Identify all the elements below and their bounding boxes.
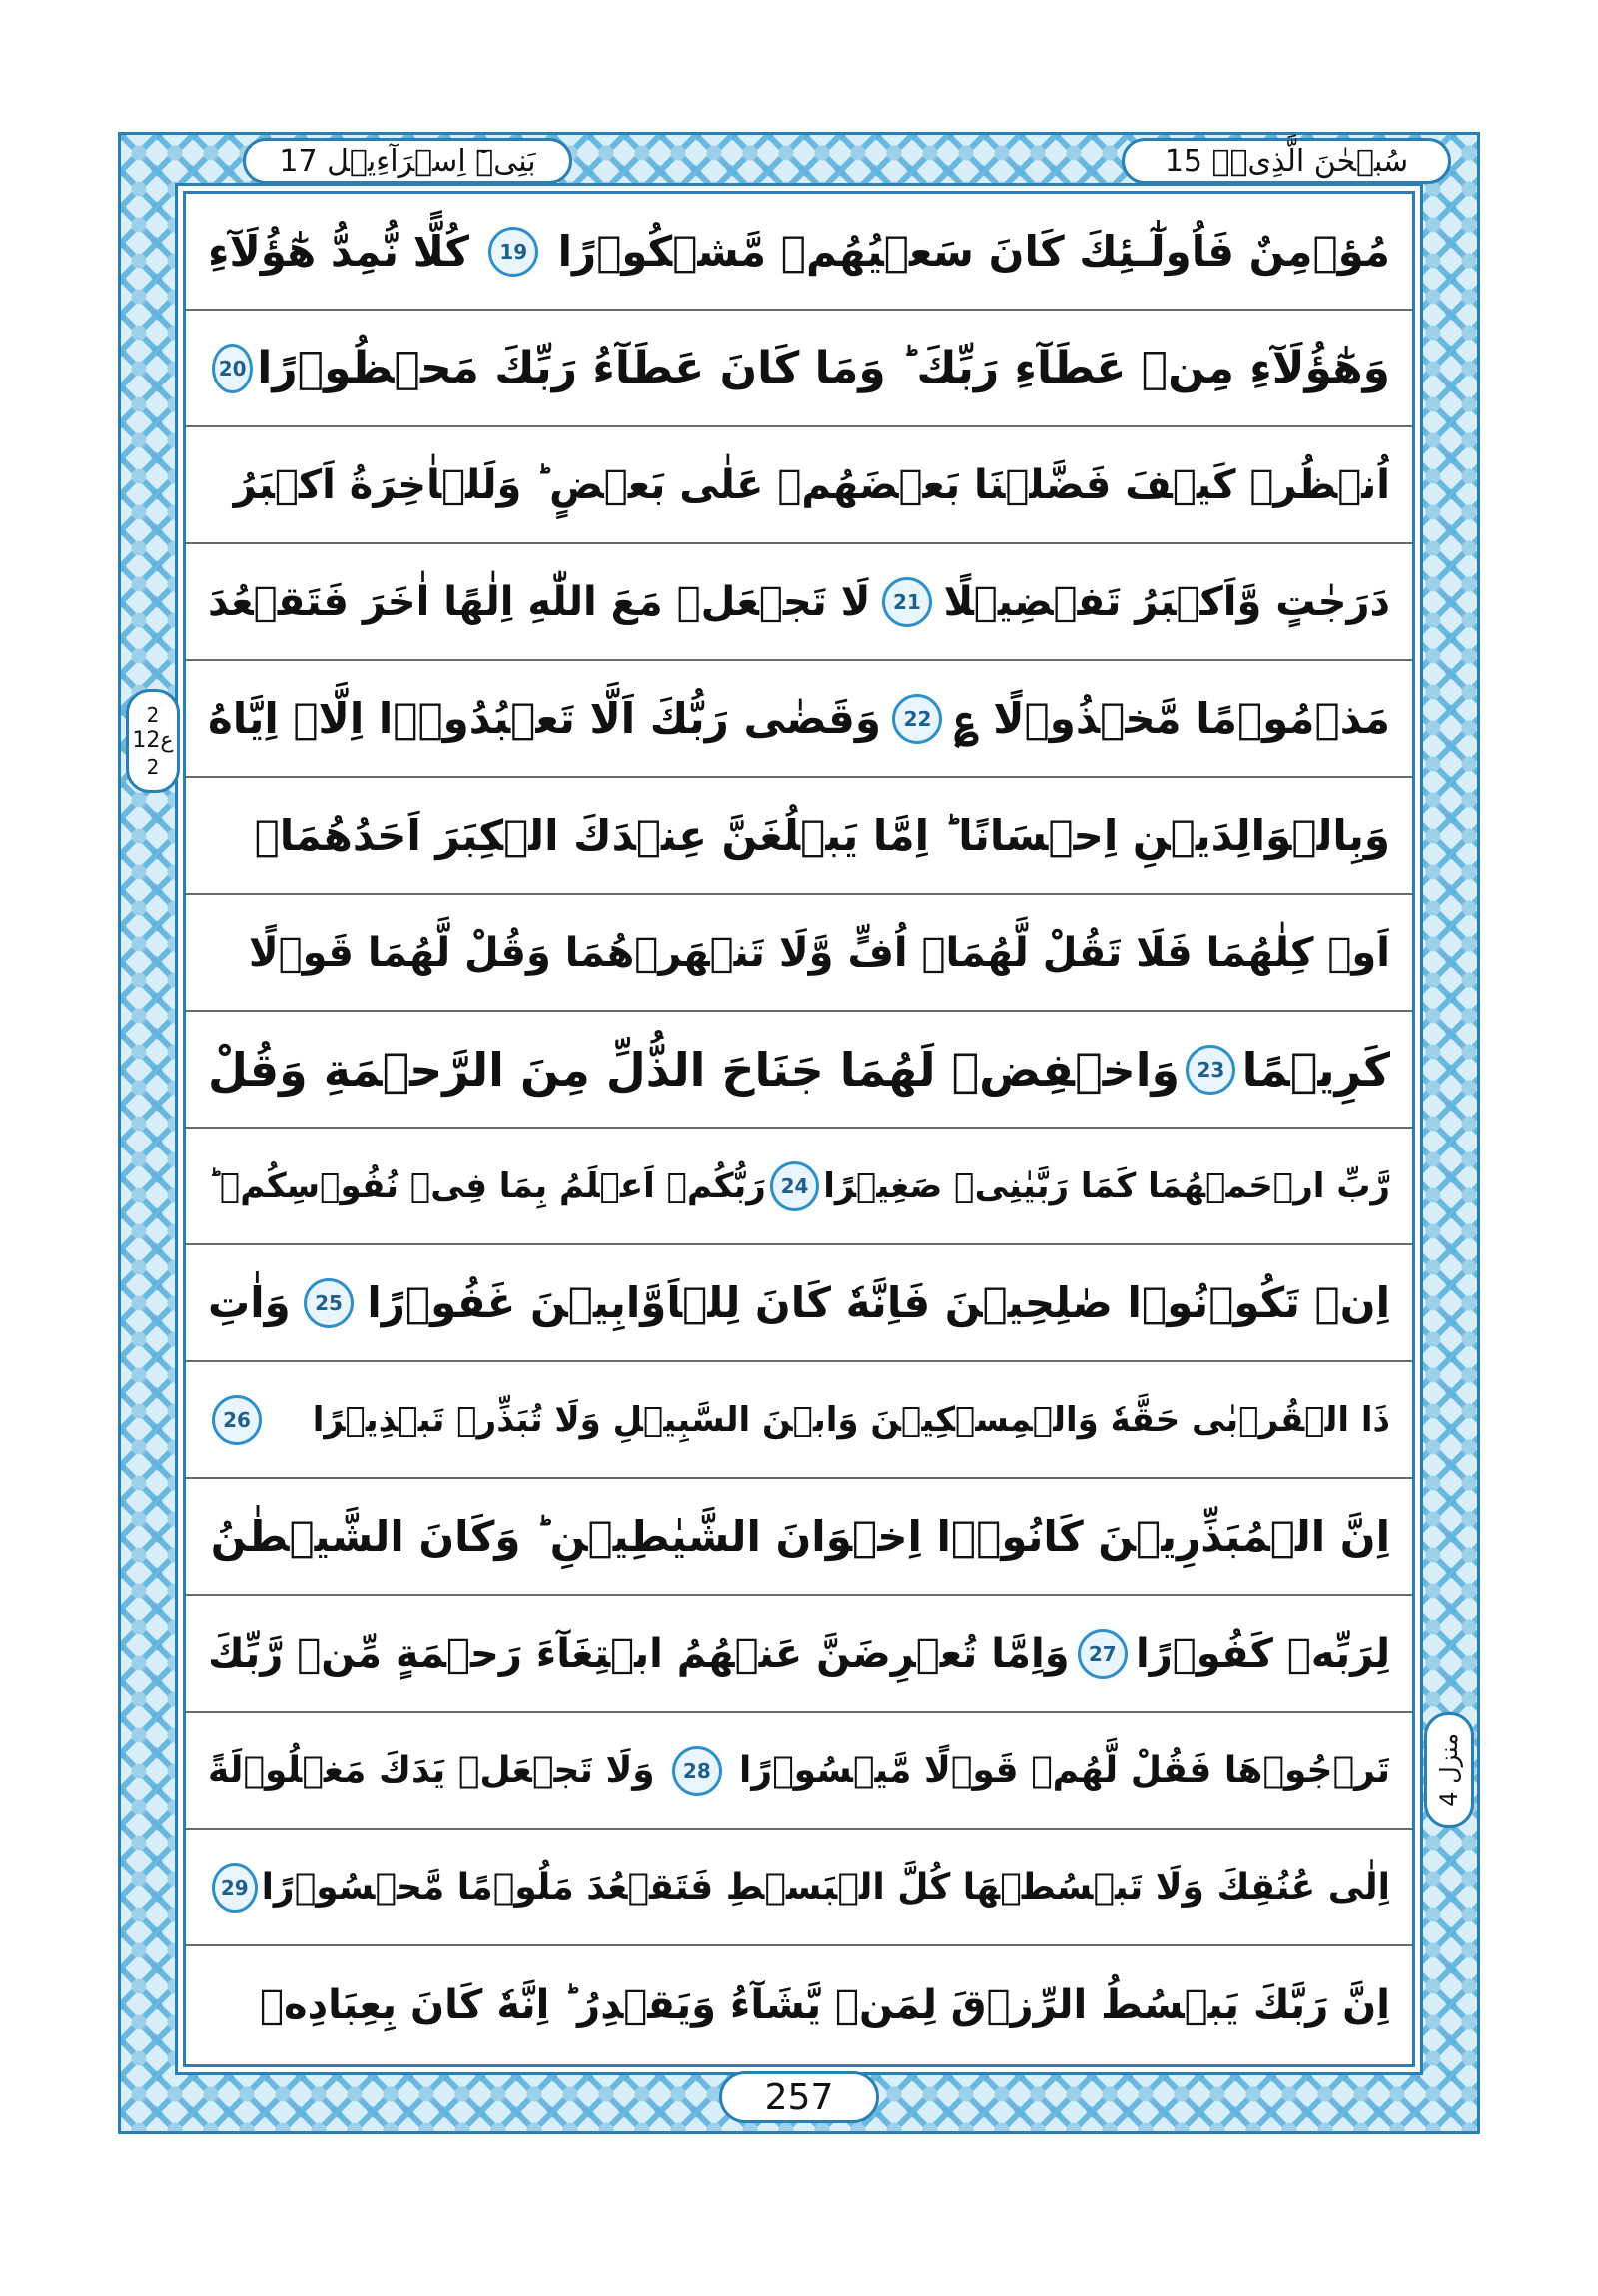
ruku-number: ع12 xyxy=(132,728,174,753)
ruku-marker xyxy=(126,689,180,793)
text-lines xyxy=(186,194,1412,2064)
verse-text: وَقَضٰى رَبُّكَ اَلَّا تَعۡبُدُوۡۤا اِلَّاۤ اِيَّاهُ xyxy=(208,694,881,743)
ayah-number-marker: 22 xyxy=(892,694,942,744)
verse-text: ذَا الۡقُرۡبٰى حَقَّهٗ وَالۡمِسۡكِيۡنَ وَابۡنَ السَّبِيۡلِ وَلَا تُبَذِّرۡ تَبۡذِيۡرًا xyxy=(312,1399,1390,1440)
verse-text: تَرۡجُوۡهَا فَقُلْ لَّهُمۡ قَوۡلًا مَّيۡسُوۡرًا xyxy=(739,1750,1390,1791)
verse-text: وَلَا تَجۡعَلۡ يَدَكَ مَغۡلُوۡلَةً xyxy=(208,1750,655,1791)
verse-text: مَذۡمُوۡمًا مَّخۡذُوۡلًا ؏ xyxy=(954,694,1390,743)
ayah-number-marker: 24 xyxy=(770,1161,819,1211)
verse-line xyxy=(186,1596,1412,1713)
verse-text: اِنۡ تَكُوۡنُوۡا صٰلِحِيۡنَ فَاِنَّهٗ كَانَ لِلۡاَوَّابِيۡنَ غَفُوۡرًا xyxy=(367,1278,1390,1327)
verse-text: دَرَجٰتٍ وَّاَكۡبَرُ تَفۡضِيۡلًا xyxy=(943,578,1390,625)
verse-text: لِرَبِّهٖ كَفُوۡرًا xyxy=(1136,1630,1390,1677)
verse-line xyxy=(186,427,1412,544)
verse-line xyxy=(186,1245,1412,1362)
juz-name-label: سُبۡحٰنَ الَّذِیۡۤ 15 xyxy=(1122,138,1451,184)
verse-text: مُؤۡمِنٌ فَاُولٰٓـئِكَ كَانَ سَعۡيُهُمۡ مَّشۡكُوۡرًا xyxy=(557,227,1390,276)
ayah-number-marker: 29 xyxy=(212,1863,258,1913)
verse-text: وَهٰٓؤُلَآءِ مِنۡ عَطَآءِ رَبِّكَ ؕ وَمَا كَانَ عَطَآءُ رَبِّكَ مَحۡظُوۡرًا xyxy=(257,343,1390,393)
ruku-bottom: 2 xyxy=(146,755,160,779)
ayah-number-marker: 26 xyxy=(212,1395,262,1445)
verse-text: وَاِمَّا تُعۡرِضَنَّ عَنۡهُمُ ابۡتِغَآءَ رَحۡمَةٍ مِّنۡ رَّبِّكَ xyxy=(208,1630,1070,1677)
verse-line xyxy=(186,1946,1412,2063)
surah-name-label: بَنِیۡٓ اِسۡرَآءِیۡل 17 xyxy=(243,138,572,184)
verse-text: وَاخۡفِضۡ لَهُمَا جَنَاحَ الذُّلِّ مِنَ الرَّحۡمَةِ وَقُلْ xyxy=(208,1042,1181,1097)
verse-line xyxy=(186,1713,1412,1830)
verse-text: اِلٰى عُنُقِكَ وَلَا تَبۡسُطۡهَا كُلَّ الۡبَسۡطِ فَتَقۡعُدَ مَلُوۡمًا مَّحۡسُوۡرًا xyxy=(261,1867,1390,1908)
text-panel xyxy=(183,191,1415,2067)
ruku-top: 2 xyxy=(146,703,160,727)
page-number: 257 xyxy=(719,2071,879,2123)
ayah-number-marker: 21 xyxy=(882,577,932,627)
ayah-number-marker: 28 xyxy=(672,1746,722,1796)
ayah-number-marker: 25 xyxy=(304,1278,354,1328)
verse-text: رَبُّكُمۡ اَعۡلَمُ بِمَا فِىۡ نُفُوۡسِكُمۡ ؕ xyxy=(208,1165,766,1206)
verse-line xyxy=(186,1129,1412,1245)
verse-line xyxy=(186,311,1412,427)
verse-line xyxy=(186,1479,1412,1596)
verse-text: وَبِالۡوَالِدَيۡنِ اِحۡسَانًا ؕ اِمَّا يَبۡلُغَنَّ عِنۡدَكَ الۡكِبَرَ اَحَدُهُمَاۤ xyxy=(254,811,1390,860)
verse-line xyxy=(186,194,1412,311)
verse-text: رَّبِّ ارۡحَمۡهُمَا كَمَا رَبَّيٰنِىۡ صَغِيۡرًا xyxy=(823,1165,1390,1206)
ayah-number-marker: 19 xyxy=(488,227,538,277)
verse-line xyxy=(186,1012,1412,1129)
manzil-marker: منزل 4 xyxy=(1424,1712,1474,1828)
verse-text: اَوۡ كِلٰهُمَا فَلَا تَقُلْ لَّهُمَاۤ اُفٍّ وَّلَا تَنۡهَرۡهُمَا وَقُلْ لَّهُمَا قَوۡلًا xyxy=(248,929,1390,976)
verse-line xyxy=(186,1362,1412,1479)
verse-line xyxy=(186,895,1412,1012)
verse-text: وَاٰتِ xyxy=(208,1278,291,1327)
ayah-number-marker: 27 xyxy=(1078,1629,1128,1679)
verse-text: اُنۡظُرۡ كَيۡفَ فَضَّلۡنَا بَعۡضَهُمۡ عَلٰى بَعۡضٍ ؕ وَلَلۡاٰخِرَةُ اَكۡبَرُ xyxy=(233,461,1390,508)
verse-text: كُلًّا نُّمِدُّ هٰٓؤُلَآءِ xyxy=(208,227,469,276)
ayah-number-marker: 23 xyxy=(1186,1045,1235,1095)
verse-text: اِنَّ رَبَّكَ يَبۡسُطُ الرِّزۡقَ لِمَنۡ يَّشَآءُ وَيَقۡدِرُ ؕ اِنَّهٗ كَانَ بِعِبَادِهٖ xyxy=(259,1981,1390,2028)
verse-line xyxy=(186,1830,1412,1946)
verse-text: لَا تَجۡعَلۡ مَعَ اللّٰهِ اِلٰهًا اٰخَرَ فَتَقۡعُدَ xyxy=(208,578,871,625)
verse-line xyxy=(186,778,1412,895)
verse-line xyxy=(186,661,1412,778)
verse-text: كَرِيۡمًا xyxy=(1241,1042,1390,1097)
ayah-number-marker: 20 xyxy=(212,344,253,393)
verse-line xyxy=(186,544,1412,661)
verse-text: اِنَّ الۡمُبَذِّرِيۡنَ كَانُوۡۤا اِخۡوَانَ الشَّيٰطِيۡنِ ؕ وَكَانَ الشَّيۡطٰنُ xyxy=(210,1512,1390,1561)
